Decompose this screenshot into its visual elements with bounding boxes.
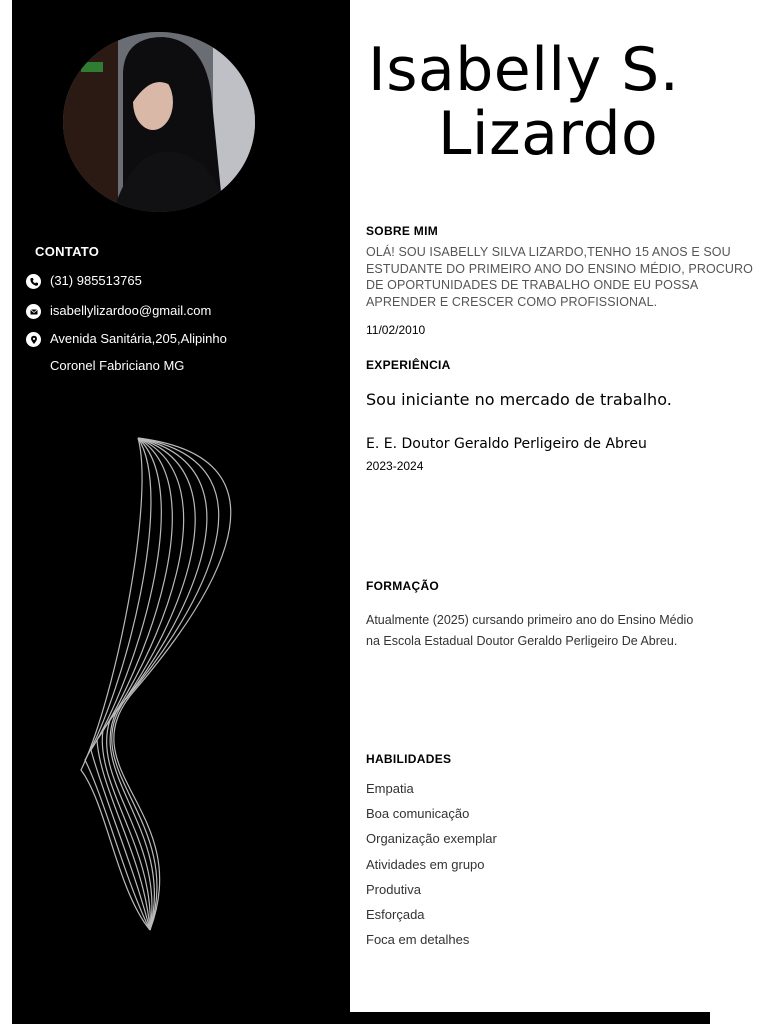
name-line-1: Isabelly S.: [368, 35, 680, 105]
skill-item: Produtiva: [366, 881, 421, 897]
bottom-border: [350, 1012, 710, 1024]
avatar-photo: [63, 32, 255, 212]
skill-item: Esforçada: [366, 906, 425, 922]
birth-date: 11/02/2010: [366, 323, 426, 337]
address-line-1: Avenida Sanitária,205,Alipinho: [50, 331, 227, 346]
contact-title: CONTATO: [35, 244, 100, 259]
name-line-2: Lizardo: [438, 99, 659, 169]
skill-item: Organização exemplar: [366, 831, 497, 847]
education-title: FORMAÇÃO: [366, 579, 440, 593]
contact-address: [26, 331, 227, 347]
location-icon: [26, 332, 41, 347]
skills-title: HABILIDADES: [366, 752, 452, 766]
experience-title: EXPERIÊNCIA: [366, 358, 451, 372]
skills-list: [366, 780, 497, 956]
address-line-2: Coronel Fabriciano MG: [50, 358, 185, 373]
phone-icon: [26, 274, 41, 289]
about-text: OLÁ! SOU ISABELLY SILVA LIZARDO,TENHO 15 ANOS E SOU ESTUDANTE DO PRIMEIRO ANO DO ENSINO MÉDIO, PROCURO DE OPORTUNIDADES DE TRABALHO ONDE EU POSSA APRENDER E CRESCER COMO PROFISSIONAL.: [366, 245, 753, 309]
skill-item: Atividades em grupo: [366, 856, 485, 872]
email-address[interactable]: isabellylizardoo@gmail.com: [50, 303, 212, 318]
contact-email: [26, 303, 211, 319]
skill-item: Foca em detalhes: [366, 932, 470, 948]
experience-years: 2023-2024: [366, 459, 424, 473]
phone-number[interactable]: (31) 985513765: [50, 273, 142, 288]
candidate-name: [368, 35, 680, 169]
page-margin: [710, 0, 768, 1024]
contact-phone: [26, 273, 142, 289]
experience-school: E. E. Doutor Geraldo Perligeiro de Abreu: [366, 436, 647, 452]
education-text: Atualmente (2025) cursando primeiro ano do Ensino Médio na Escola Estadual Doutor Geraldo Perligeiro De Abreu.: [366, 613, 694, 648]
decorative-wave-lines: [55, 430, 295, 940]
about-title: SOBRE MIM: [366, 224, 439, 238]
skill-item: Boa comunicação: [366, 806, 470, 822]
email-icon: [26, 304, 41, 319]
skill-item: Empatia: [366, 781, 414, 796]
avatar: [63, 32, 255, 212]
experience-text: Sou iniciante no mercado de trabalho.: [366, 390, 672, 409]
